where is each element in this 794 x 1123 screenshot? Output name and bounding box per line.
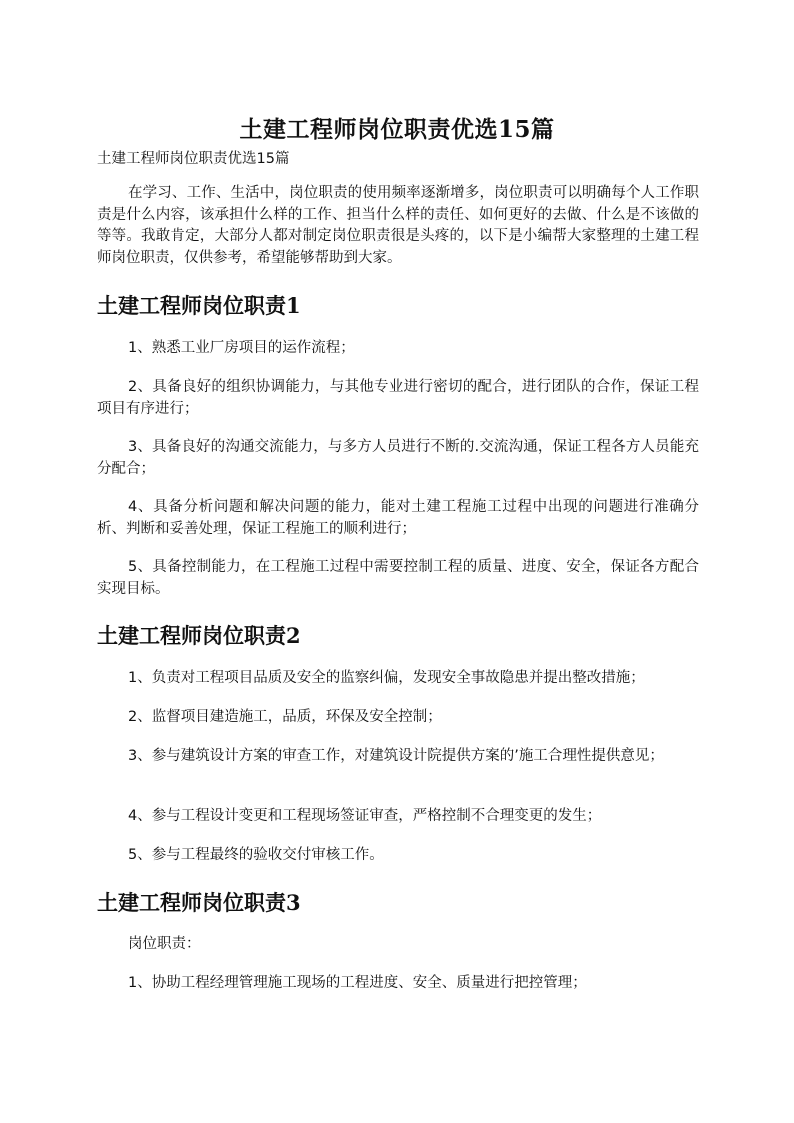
intro-paragraph: 在学习、工作、生活中，岗位职责的使用频率逐渐增多，岗位职责可以明确每个人工作职责是什么内容，该承担什么样的工作、担当什么样的责任、如何更好的去做、什么是不该做的等等。我敢肯定，大部分人都对制定岗位职责很是头疼的，以下是小编帮大家整理的土建工程师岗位职责，仅供参考，希望能够帮助到大家。 bbox=[97, 185, 699, 266]
section-2-item-3: 3、参与建筑设计方案的审查工作，对建筑设计院提供方案的’施工合理性提供意见； bbox=[128, 748, 664, 764]
document-title: 土建工程师岗位职责优选15篇 bbox=[239, 116, 555, 144]
section-3-heading: 土建工程师岗位职责3 bbox=[97, 890, 301, 915]
section-3-item-1: 岗位职责： bbox=[128, 936, 201, 952]
section-2-item-4: 4、参与工程设计变更和工程现场签证审查，严格控制不合理变更的发生； bbox=[128, 808, 602, 824]
section-2-item-2: 2、监督项目建造施工，品质，环保及安全控制； bbox=[128, 709, 442, 725]
section-2-item-5: 5、参与工程最终的验收交付审核工作。 bbox=[128, 847, 384, 863]
section-1-item-3: 3、具备良好的沟通交流能力，与多方人员进行不断的.交流沟通，保证工程各方人员能充分配合； bbox=[97, 439, 699, 477]
section-1-item-5: 5、具备控制能力，在工程施工过程中需要控制工程的质量、进度、安全，保证各方配合实现目标。 bbox=[97, 559, 699, 597]
section-1-item-2: 2、具备良好的组织协调能力，与其他专业进行密切的配合，进行团队的合作，保证工程项目有序进行； bbox=[97, 379, 699, 417]
section-2-heading: 土建工程师岗位职责2 bbox=[97, 623, 301, 648]
section-1-item-4: 4、具备分析问题和解决问题的能力，能对土建工程施工过程中出现的问题进行准确分析、判断和妥善处理，保证工程施工的顺利进行； bbox=[97, 499, 699, 537]
section-3-item-2: 1、协助工程经理管理施工现场的工程进度、安全、质量进行把控管理； bbox=[128, 975, 587, 991]
section-1-heading: 土建工程师岗位职责1 bbox=[97, 293, 301, 318]
document-subtitle: 土建工程师岗位职责优选15篇 bbox=[97, 151, 290, 167]
section-1-item-1: 1、熟悉工业厂房项目的运作流程； bbox=[128, 340, 355, 356]
section-2-item-1: 1、负责对工程项目品质及安全的监察纠偏，发现安全事故隐患并提出整改措施； bbox=[128, 670, 645, 686]
